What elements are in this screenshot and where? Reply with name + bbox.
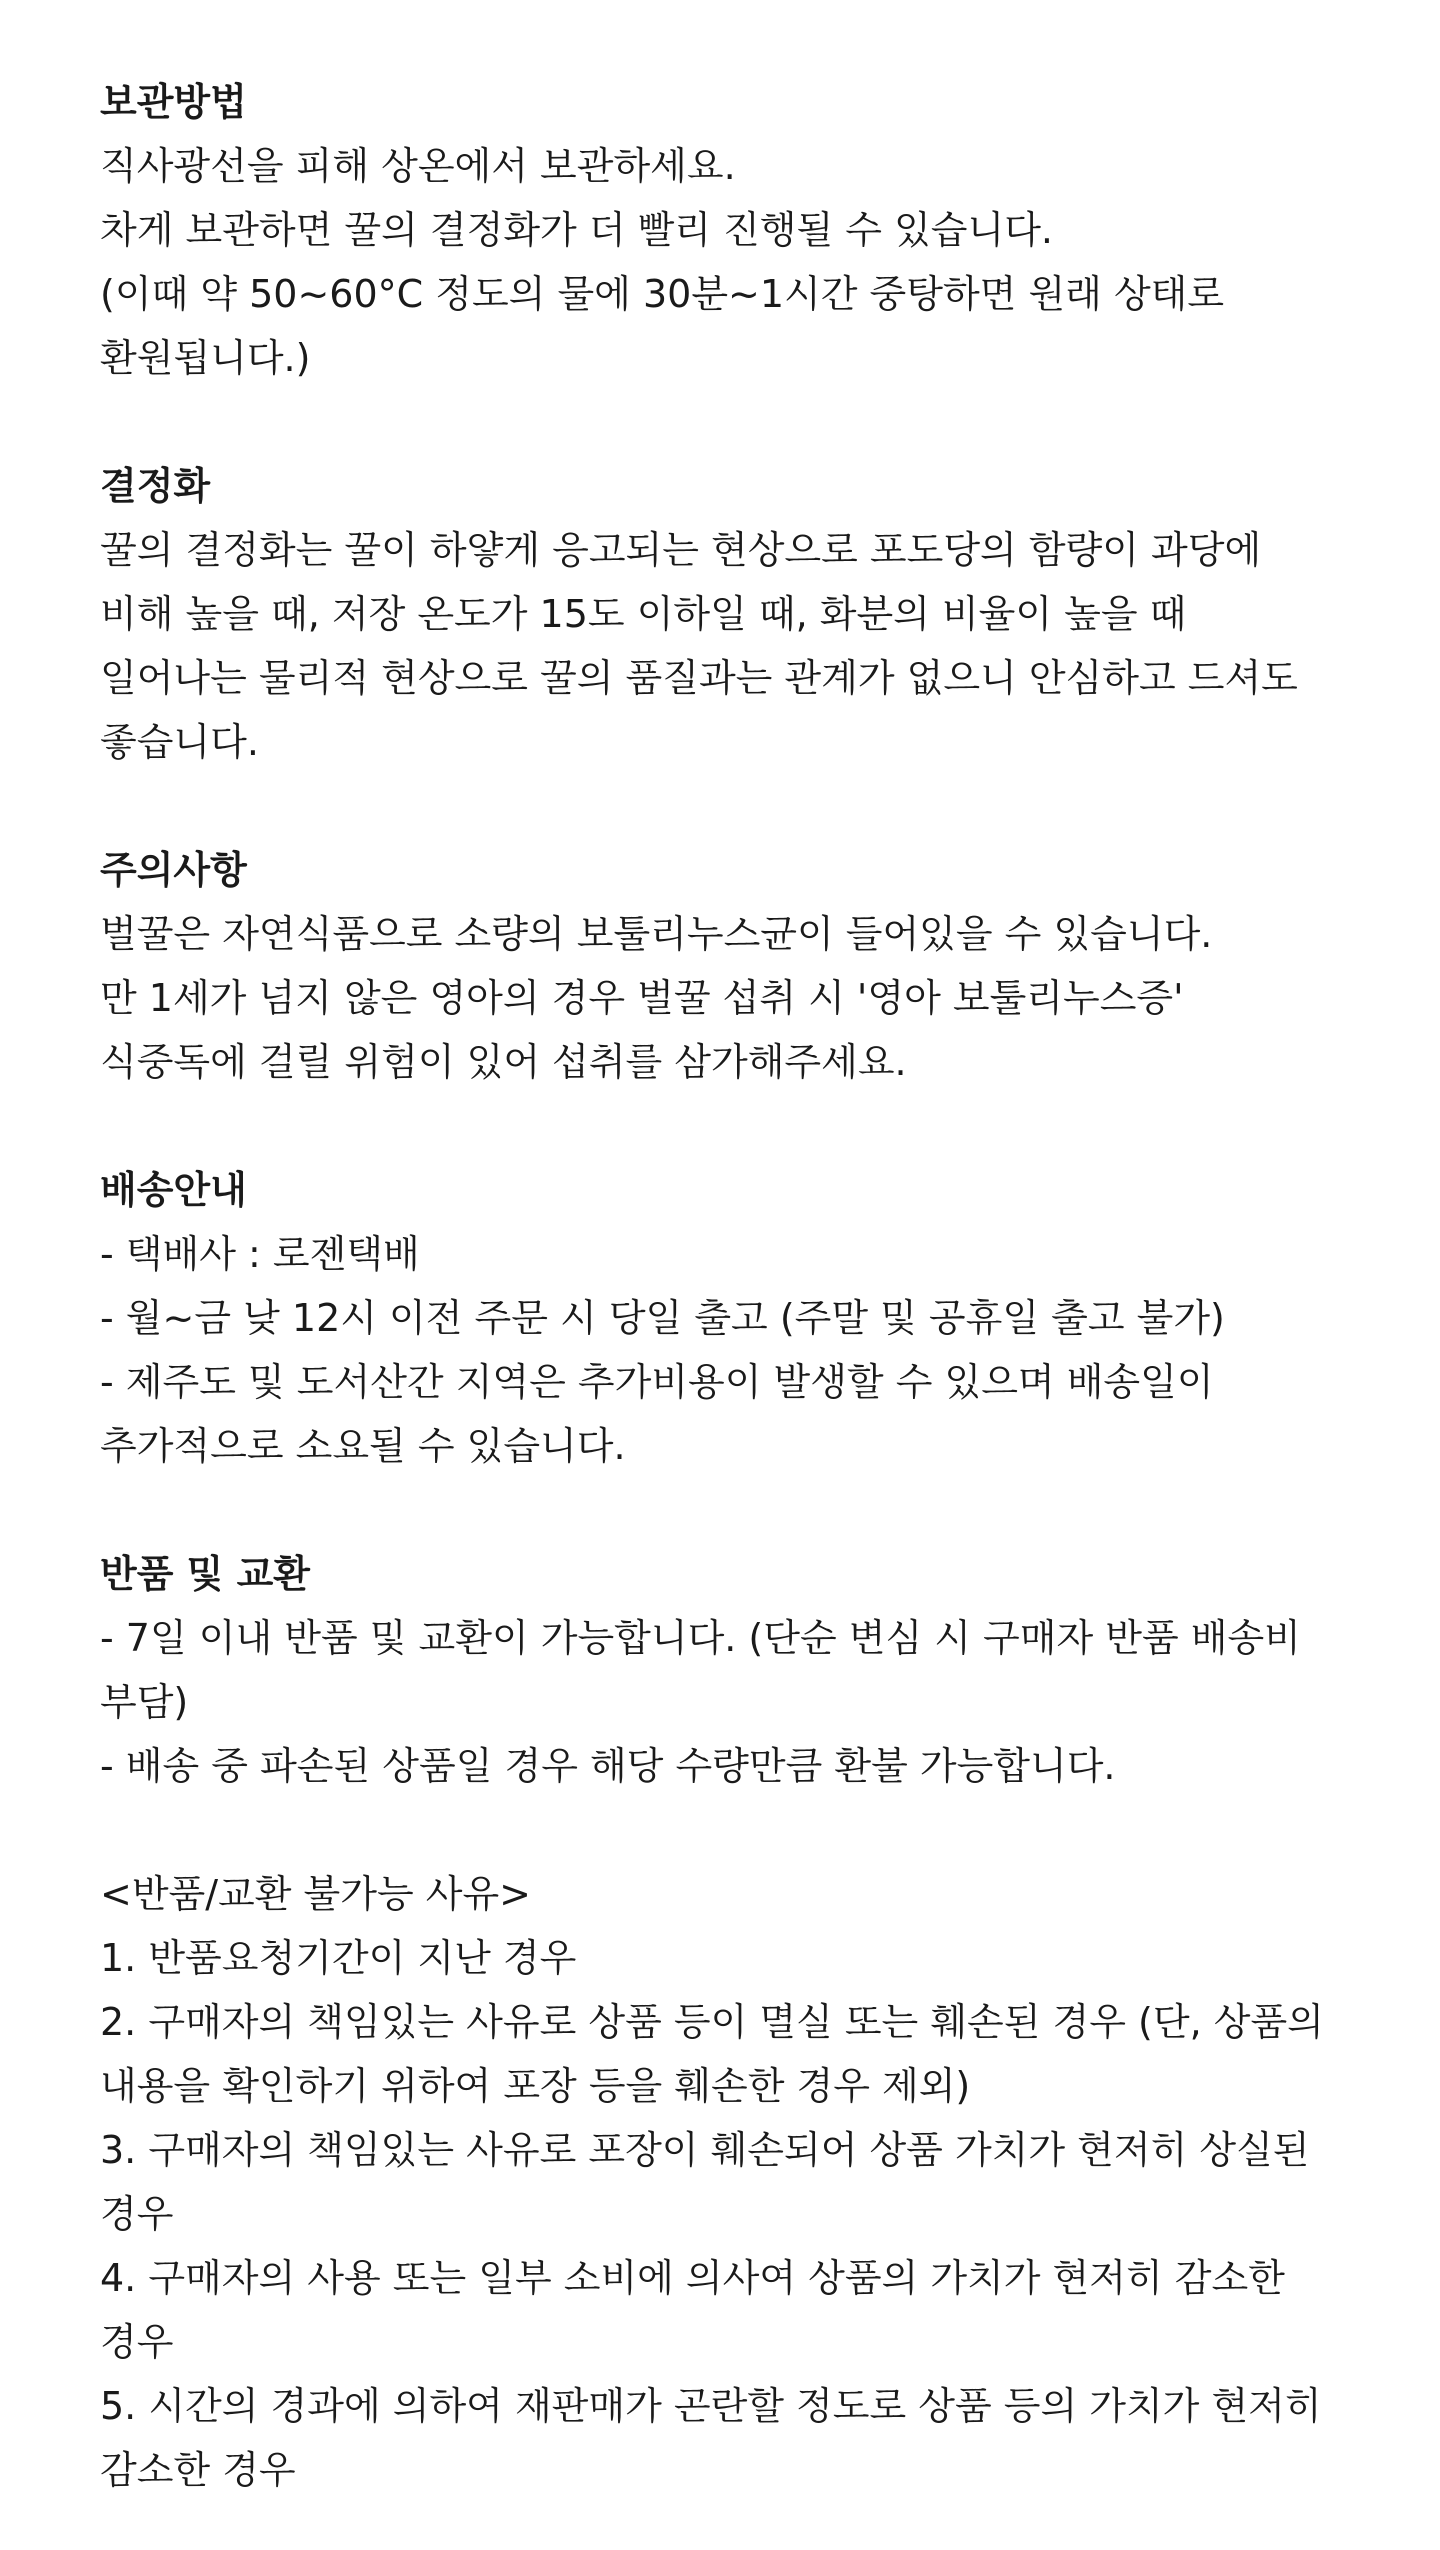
shipping-line: - 택배사 : 로젠택배 (100, 1232, 420, 1276)
no-return-section (100, 1862, 1340, 2502)
crystallization-line: 일어나는 물리적 현상으로 꿀의 품질과는 관계가 없으니 안심하고 드셔도 (100, 656, 1298, 700)
crystallization-line: 비해 높을 때, 저장 온도가 15도 이하일 때, 화분의 비율이 높을 때 (100, 592, 1187, 636)
crystallization-line: 꿀의 결정화는 꿀이 하얗게 응고되는 현상으로 포도당의 함량이 과당에 (100, 528, 1262, 572)
crystallization-section (100, 454, 1340, 774)
no-return-line: 3. 구매자의 책임있는 사유로 포장이 훼손되어 상품 가치가 현저히 상실된 (100, 2128, 1310, 2172)
storage-line: 직사광선을 피해 상온에서 보관하세요. (100, 144, 736, 188)
storage-line: 환원됩니다.) (100, 336, 311, 380)
caution-section (100, 838, 1340, 1094)
no-return-line: 2. 구매자의 책임있는 사유로 상품 등이 멸실 또는 훼손된 경우 (단, 상품의 (100, 2000, 1324, 2044)
caution-line: 식중독에 걸릴 위험이 있어 섭취를 삼가해주세요. (100, 1040, 907, 1084)
caution-heading: 주의사항 (100, 848, 247, 892)
returns-line: - 배송 중 파손된 상품일 경우 해당 수량만큼 환불 가능합니다. (100, 1744, 1116, 1788)
no-return-line: 5. 시간의 경과에 의하여 재판매가 곤란할 정도로 상품 등의 가치가 현저히 (100, 2384, 1322, 2428)
no-return-title: <반품/교환 불가능 사유> (100, 1872, 532, 1916)
storage-section (100, 70, 1340, 390)
no-return-line: 1. 반품요청기간이 지난 경우 (100, 1936, 577, 1980)
shipping-section (100, 1158, 1340, 1478)
no-return-line: 감소한 경우 (100, 2448, 296, 2492)
no-return-line: 경우 (100, 2192, 174, 2236)
returns-heading: 반품 및 교환 (100, 1552, 310, 1596)
no-return-line: 경우 (100, 2320, 174, 2364)
crystallization-heading: 결정화 (100, 464, 211, 508)
storage-heading: 보관방법 (100, 80, 247, 124)
returns-line: - 7일 이내 반품 및 교환이 가능합니다. (단순 변심 시 구매자 반품 배송비 (100, 1616, 1301, 1660)
storage-line: 차게 보관하면 꿀의 결정화가 더 빨리 진행될 수 있습니다. (100, 208, 1053, 252)
caution-line: 만 1세가 넘지 않은 영아의 경우 벌꿀 섭취 시 '영아 보툴리누스증' (100, 976, 1184, 1020)
returns-line: 부담) (100, 1680, 189, 1724)
no-return-line: 4. 구매자의 사용 또는 일부 소비에 의사여 상품의 가치가 현저히 감소한 (100, 2256, 1285, 2300)
no-return-line: 내용을 확인하기 위하여 포장 등을 훼손한 경우 제외) (100, 2064, 971, 2108)
shipping-heading: 배송안내 (100, 1168, 247, 1212)
shipping-line: 추가적으로 소요될 수 있습니다. (100, 1424, 626, 1468)
returns-section (100, 1542, 1340, 1798)
storage-line: (이때 약 50~60°C 정도의 물에 30분~1시간 중탕하면 원래 상태로 (100, 272, 1225, 316)
shipping-line: - 제주도 및 도서산간 지역은 추가비용이 발생할 수 있으며 배송일이 (100, 1360, 1214, 1404)
crystallization-line: 좋습니다. (100, 720, 259, 764)
caution-line: 벌꿀은 자연식품으로 소량의 보툴리누스균이 들어있을 수 있습니다. (100, 912, 1213, 956)
shipping-line: - 월~금 낮 12시 이전 주문 시 당일 출고 (주말 및 공휴일 출고 불가) (100, 1296, 1225, 1340)
